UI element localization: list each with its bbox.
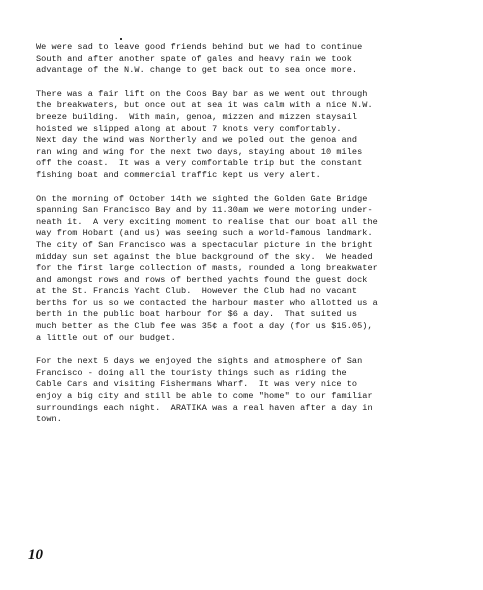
- text-line: Cable Cars and visiting Fishermans Wharf. It was very nice to: [36, 379, 358, 390]
- text-line: neath it. A very exciting moment to realise that our boat all the: [36, 216, 378, 227]
- text-line: Francisco - doing all the touristy things such as riding the: [36, 367, 347, 378]
- text-line: a little out of our budget.: [36, 332, 176, 343]
- text-line: hoisted we slipped along at about 7 knots very comfortably.: [36, 123, 342, 134]
- text-line: berth in the public boat harbour for $6 a day. That suited us: [36, 309, 358, 320]
- paragraph-departure: [36, 42, 466, 77]
- text-line: breeze building. With main, genoa, mizzen and mizzen staysail: [36, 111, 358, 122]
- text-line: and amongst rows and rows of berthed yachts found the guest dock: [36, 274, 368, 285]
- paragraph-san-francisco: [36, 356, 466, 426]
- text-line: berths for us so we contacted the harbour master who allotted us a: [36, 297, 378, 308]
- text-line: midday sun set against the blue background of the sky. We headed: [36, 251, 373, 262]
- body-text: [36, 42, 466, 438]
- ink-speck: [120, 38, 122, 40]
- text-line: South and after another spate of gales and heavy rain we took: [36, 53, 352, 64]
- text-line: ran wing and wing for the next two days, staying about 10 miles: [36, 146, 363, 157]
- paragraph-golden-gate: [36, 194, 466, 345]
- text-line: On the morning of October 14th we sighted the Golden Gate Bridge: [36, 193, 368, 204]
- paragraph-coos-bay: [36, 89, 466, 182]
- text-line: town.: [36, 414, 62, 425]
- text-line: advantage of the N.W. change to get back out to sea once more.: [36, 65, 358, 76]
- page-number: 10: [28, 547, 43, 563]
- text-line: way from Hobart (and us) was seeing such a world-famous landmark.: [36, 228, 373, 239]
- text-line: For the next 5 days we enjoyed the sights and atmosphere of San: [36, 356, 363, 367]
- text-line: spanning San Francisco Bay and by 11.30am we were motoring under-: [36, 205, 373, 216]
- text-line: off the coast. It was a very comfortable trip but the constant: [36, 158, 363, 169]
- text-line: There was a fair lift on the Coos Bay bar as we went out through: [36, 88, 368, 99]
- text-line: Next day the wind was Northerly and we poled out the genoa and: [36, 135, 358, 146]
- text-line: the breakwaters, but once out at sea it was calm with a nice N.W.: [36, 100, 373, 111]
- text-line: fishing boat and commercial traffic kept us very alert.: [36, 169, 321, 180]
- text-line: We were sad to leave good friends behind but we had to continue: [36, 42, 363, 52]
- text-line: The city of San Francisco was a spectacular picture in the bright: [36, 239, 373, 250]
- text-line: surroundings each night. ARATIKA was a real haven after a day in: [36, 402, 373, 413]
- text-line: enjoy a big city and still be able to come "home" to our familiar: [36, 391, 373, 402]
- text-line: at the St. Francis Yacht Club. However the Club had no vacant: [36, 286, 358, 297]
- text-line: for the first large collection of masts, rounded a long breakwater: [36, 263, 378, 274]
- text-line: much better as the Club fee was 35¢ a foot a day (for us $15.05),: [36, 321, 373, 332]
